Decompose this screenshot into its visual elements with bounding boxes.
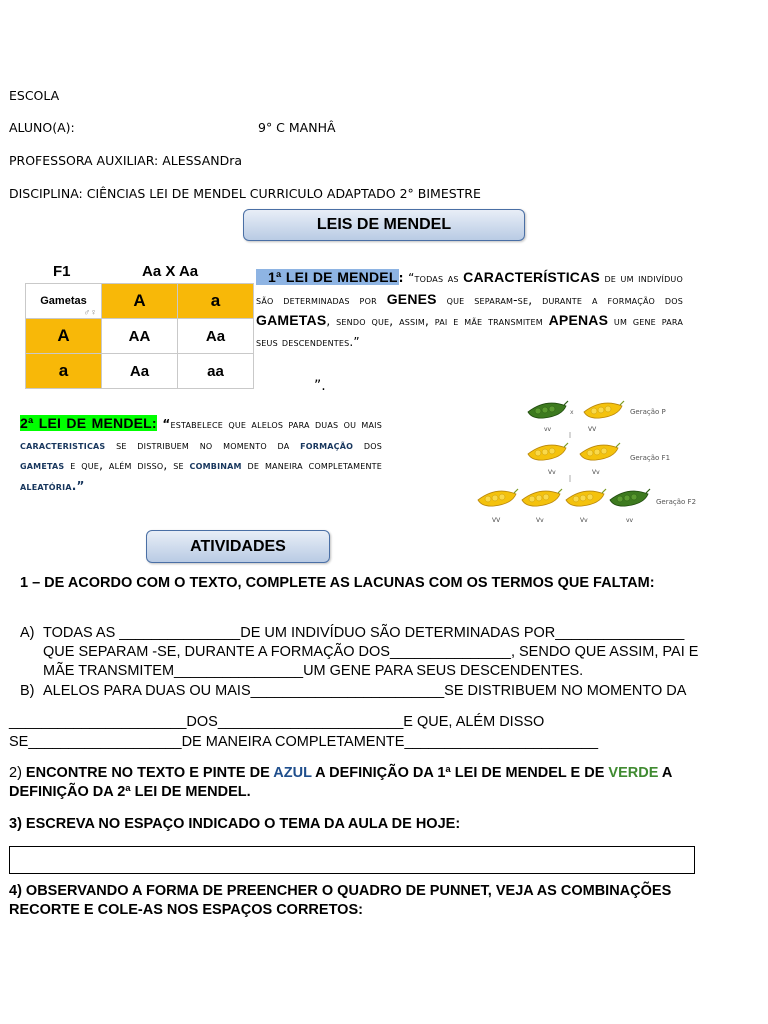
q1-b-line: SE___________________DE MANEIRA COMPLETAMENTE________________________ xyxy=(9,734,599,750)
law1-text: “todas as xyxy=(403,271,464,285)
punnett-top-gamete: A xyxy=(102,284,178,319)
q4-line2: RECORTE E COLE-AS NOS ESPAÇOS CORRETOS: xyxy=(9,902,363,918)
law2-text: se distribuem no momento da xyxy=(105,437,301,452)
pea-yellow-icon xyxy=(584,401,624,418)
law2-quote: “ xyxy=(156,417,171,431)
punnett-cell: Aa xyxy=(178,319,254,354)
law1-keyword: APENAS xyxy=(548,312,609,328)
label-f2: Vv xyxy=(536,517,544,524)
pea-diagram-svg xyxy=(470,398,700,526)
punnett-gametas-cell xyxy=(26,284,102,319)
pea-yellow-icon xyxy=(580,443,620,460)
law2-title: 2ª LEI DE MENDEL: xyxy=(20,415,157,431)
punnett-square xyxy=(25,283,254,389)
q2-azul: AZUL xyxy=(273,765,312,781)
q1-title: 1 – DE ACORDO COM O TEXTO, COMPLETE AS LACUNAS COM OS TERMOS QUE FALTAM: xyxy=(20,575,655,591)
label-VV: VV xyxy=(588,426,597,433)
stray-quote-mark: ”. xyxy=(314,378,326,394)
student-label: ALUNO(A): xyxy=(9,120,75,135)
law1-text: , sendo que, assim, pai e mãe transmitem xyxy=(326,314,549,328)
q1-a-label: A) xyxy=(20,625,35,641)
pea-yellow-icon xyxy=(478,489,518,506)
law1-text: de um indivíduo são determinadas por xyxy=(256,271,683,307)
q3-answer-box[interactable] xyxy=(9,846,695,874)
law2-keyword: gametas xyxy=(20,458,65,472)
q1-a-line: TODAS AS _______________DE UM INDIVÍDUO SÃO DETERMINADAS POR________________ xyxy=(43,625,685,641)
law1-paragraph xyxy=(256,267,683,352)
law2-text: estabelece que alelos para duas ou mais xyxy=(170,417,382,431)
punnett-top-gamete: a xyxy=(178,284,254,319)
law1-title: 1ª LEI DE MENDEL xyxy=(256,269,399,285)
label-geracao-f1: Geração F1 xyxy=(630,454,671,462)
punnett-left-gamete: a xyxy=(26,354,102,389)
pea-generations-diagram xyxy=(470,398,700,526)
q2-number: 2) xyxy=(9,765,26,781)
pea-yellow-icon xyxy=(522,489,562,506)
q1-b-label: B) xyxy=(20,683,35,699)
law1-text: que separam-se, durante a formação dos xyxy=(436,292,684,307)
pea-yellow-icon xyxy=(528,443,568,460)
label-Vv: Vv xyxy=(592,469,600,476)
pea-green-icon xyxy=(528,401,568,418)
law2-text: e que, além disso, se xyxy=(64,458,190,472)
label-geracao-p: Geração P xyxy=(630,408,666,416)
q4-line1: 4) OBSERVANDO A FORMA DE PREENCHER O QUADRO DE PUNNET, VEJA AS COMBINAÇÕES xyxy=(9,883,672,899)
law1-colon: : xyxy=(398,271,404,285)
q2-text: A DEFINIÇÃO DA 1ª LEI DE MENDEL E DE xyxy=(311,765,609,781)
q1-a-line: QUE SEPARAM -SE, DURANTE A FORMAÇÃO DOS_______________, SENDO QUE ASSIM, PAI E xyxy=(43,644,699,660)
q2-line2: DEFINIÇÃO DA 2ª LEI DE MENDEL. xyxy=(9,784,251,800)
law1-keyword: GAMETAS xyxy=(256,312,327,328)
school-label: ESCOLA xyxy=(9,88,60,103)
law1-keyword: CARACTERÍSTICAS xyxy=(463,269,600,285)
pea-green-icon xyxy=(610,489,650,506)
teacher-label: PROFESSORA AUXILIAR: ALESSANDra xyxy=(9,153,243,168)
label-f2: vv xyxy=(626,517,634,524)
punnett-cell: AA xyxy=(102,319,178,354)
law2-paragraph xyxy=(20,413,382,496)
law2-text: dos xyxy=(353,437,382,452)
q3-text: 3) ESCREVA NO ESPAÇO INDICADO O TEMA DA AULA DE HOJE: xyxy=(9,816,461,832)
punnett-cell: Aa xyxy=(102,354,178,389)
q2-text: A xyxy=(658,765,673,781)
law2-text: de maneira completamente xyxy=(241,458,382,472)
law2-keyword: caracteristicas xyxy=(20,437,106,452)
punnett-f1-label: F1 xyxy=(53,263,71,280)
title-atividades: ATIVIDADES xyxy=(146,530,330,563)
punnett-cross-label: Aa X Aa xyxy=(142,263,199,280)
svg-text:x: x xyxy=(570,409,574,416)
label-vv: vv xyxy=(544,426,552,433)
q2-line1 xyxy=(9,764,749,783)
q2-text: ENCONTRE NO TEXTO E PINTE DE xyxy=(25,765,274,781)
q2-verde: VERDE xyxy=(608,765,659,781)
law2-keyword: aleatória.” xyxy=(20,478,85,493)
punnett-left-gamete: A xyxy=(26,319,102,354)
law1-keyword: GENES xyxy=(386,290,437,307)
punnett-cell: aa xyxy=(178,354,254,389)
title-leis-de-mendel: LEIS DE MENDEL xyxy=(243,209,525,241)
class-label: 9° C MANHÂ xyxy=(258,120,336,135)
label-Vv: Vv xyxy=(548,469,556,476)
pea-yellow-icon xyxy=(566,489,606,506)
law2-keyword: formação xyxy=(300,437,354,452)
q1-b-line: ______________________DOS_______________________E QUE, ALÉM DISSO xyxy=(9,714,545,730)
law1-text: um gene para seus descendentes.” xyxy=(256,314,683,349)
gender-symbols-icon: ♂♀ xyxy=(83,307,97,317)
q1-a-line: MÃE TRANSMITEM________________UM GENE PARA SEUS DESCENDENTES. xyxy=(43,663,584,679)
q1-b-line: ALELOS PARA DUAS OU MAIS________________________SE DISTRIBUEM NO MOMENTO DA xyxy=(43,683,687,699)
label-f2: Vv xyxy=(580,517,588,524)
gametas-label: Gametas xyxy=(40,295,87,307)
label-f2: VV xyxy=(492,517,501,524)
law2-keyword: combinam xyxy=(189,458,242,472)
subject-label: DISCIPLINA: CIÊNCIAS LEI DE MENDEL CURRICULO ADAPTADO 2° BIMESTRE xyxy=(9,186,481,201)
label-geracao-f2: Geração F2 xyxy=(656,498,697,506)
